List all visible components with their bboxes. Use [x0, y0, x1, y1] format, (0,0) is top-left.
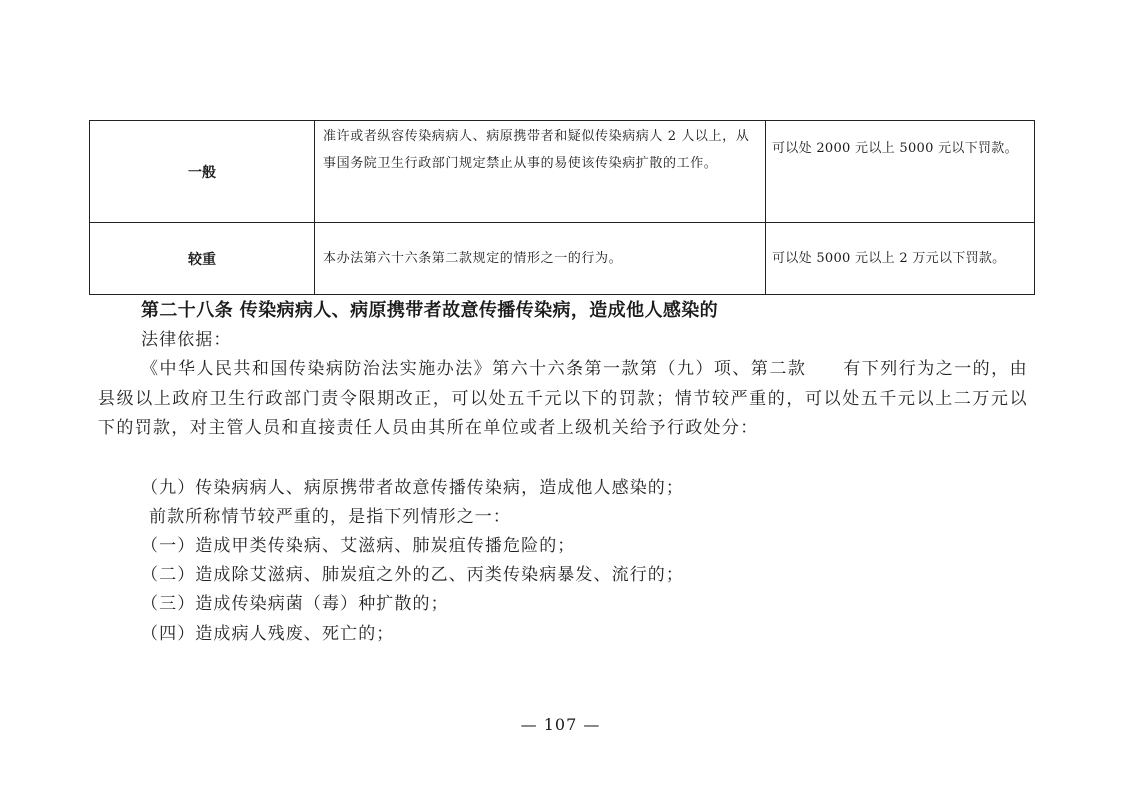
article-heading: 第二十八条 传染病病人、病原携带者故意传播传染病，造成他人感染的	[141, 300, 719, 321]
severity-level-cell: 一般	[90, 121, 315, 223]
legal-basis-paragraph: 《中华人民共和国传染病防治法实施办法》第六十六条第一款第（九）项、第二款 有下列行为之一的，由县级以上政府卫生行政部门责令限期改正，可以处五千元以下的罚款；情节较严重的，可以处五千元以上二万元以下的罚款，对主管人员和直接责任人员由其所在单位或者上级机关给予行政处分：	[98, 359, 1028, 438]
penalty-cell: 可以处 2000 元以上 5000 元以下罚款。	[766, 121, 1035, 223]
severity-level-cell: 较重	[90, 223, 315, 295]
serious-case-item: （四）造成病人残废、死亡的；	[141, 624, 395, 644]
penalty-cell: 可以处 5000 元以上 2 万元以下罚款。	[766, 223, 1035, 295]
serious-case-item: （二）造成除艾滋病、肺炭疽之外的乙、丙类传染病暴发、流行的；	[141, 565, 684, 585]
violation-description-cell: 本办法第六十六条第二款规定的情形之一的行为。	[315, 223, 766, 295]
serious-case-item: （三）造成传染病菌（毒）种扩散的；	[141, 594, 449, 614]
table-row	[90, 223, 1035, 295]
table-row	[90, 121, 1035, 223]
clause-item-nine: （九）传染病病人、病原携带者故意传播传染病，造成他人感染的；	[141, 478, 684, 498]
serious-cases-intro: 前款所称情节较严重的，是指下列情形之一：	[149, 507, 511, 527]
serious-case-item: （一）造成甲类传染病、艾滋病、肺炭疽传播危险的；	[141, 536, 576, 556]
penalty-table	[89, 120, 1035, 295]
violation-description-cell: 准许或者纵容传染病病人、病原携带者和疑似传染病病人 2 人以上，从事国务院卫生行政部门规定禁止从事的易使该传染病扩散的工作。	[315, 121, 766, 223]
legal-basis-label: 法律依据：	[141, 330, 232, 350]
page-number: — 107 —	[520, 715, 601, 734]
